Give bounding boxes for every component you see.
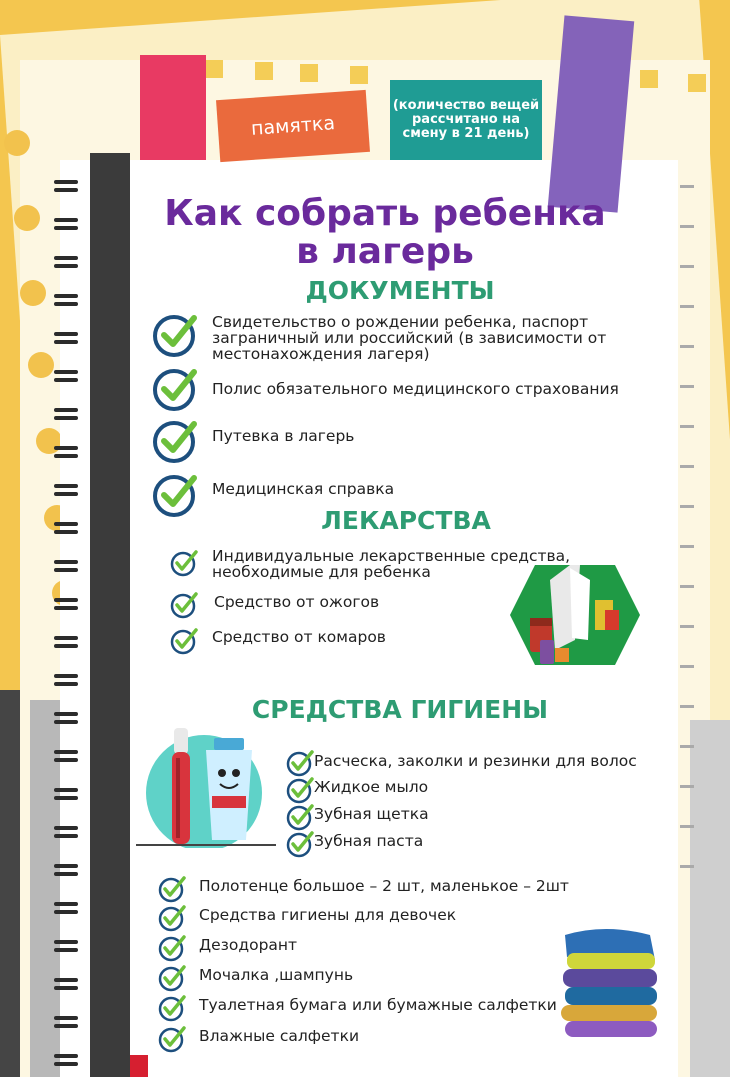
spiral-ring [54, 340, 78, 344]
spiral-ring [54, 720, 78, 724]
decor-square [255, 62, 273, 80]
decor-square [205, 60, 223, 78]
documents-item: Медицинская справка [212, 480, 395, 498]
toothbrush-toothpaste-icon [136, 718, 276, 848]
spiral-ring [680, 505, 694, 508]
check-icon [152, 470, 200, 518]
spiral-ring [680, 305, 694, 308]
spiral-ring [680, 225, 694, 228]
spiral-ring [680, 185, 694, 188]
check-icon [158, 963, 188, 993]
decor-dot [36, 428, 62, 454]
spiral-ring [54, 180, 78, 184]
spiral-ring [680, 345, 694, 348]
spiral-ring [54, 644, 78, 648]
spiral-ring [680, 425, 694, 428]
decor-dot [20, 280, 46, 306]
notebook-spine [90, 153, 130, 1077]
medicines-item: Индивидуальные лекарственные средства, необходимые для ребенка [212, 547, 571, 581]
decor-square [350, 66, 368, 84]
spiral-ring [54, 826, 78, 830]
hygiene-item: Расческа, заколки и резинки для волос [314, 752, 637, 770]
spiral-ring [54, 492, 78, 496]
spiral-ring [54, 636, 78, 640]
other-item: Мочалка ,шампунь [199, 966, 354, 984]
spiral-ring [680, 265, 694, 268]
decor-square [688, 74, 706, 92]
spiral-ring [54, 606, 78, 610]
decor-dot [28, 352, 54, 378]
spiral-ring [54, 682, 78, 686]
spiral-ring [54, 750, 78, 754]
other-item: Дезодорант [199, 936, 298, 954]
towels-stack-icon [555, 925, 665, 1040]
medicines-item: Средство от ожогов [214, 593, 380, 611]
spiral-ring [54, 408, 78, 412]
spiral-ring [54, 416, 78, 420]
background-strip-right [690, 720, 730, 1077]
spiral-ring [54, 484, 78, 488]
spiral-ring [54, 1062, 78, 1066]
decor-dot [4, 130, 30, 156]
spiral-ring [54, 332, 78, 336]
spiral-ring [680, 785, 694, 788]
spiral-ring [54, 1024, 78, 1028]
spiral-ring [680, 585, 694, 588]
spiral-ring [54, 674, 78, 678]
red-corner [130, 1055, 148, 1077]
spiral-ring [54, 834, 78, 838]
medicines-heading: ЛЕКАРСТВА [321, 506, 491, 535]
spiral-ring [54, 758, 78, 762]
check-icon [158, 903, 188, 933]
spiral-ring [680, 545, 694, 548]
spiral-ring [54, 454, 78, 458]
spiral-ring [680, 865, 694, 868]
decor-dot [14, 205, 40, 231]
spiral-ring [680, 745, 694, 748]
check-icon [152, 310, 200, 358]
spiral-ring [54, 264, 78, 268]
spiral-ring [680, 825, 694, 828]
spiral-ring [54, 986, 78, 990]
spiral-ring [680, 665, 694, 668]
spiral-ring [54, 302, 78, 306]
check-icon [286, 802, 316, 832]
check-icon [152, 416, 200, 464]
spiral-ring [54, 872, 78, 876]
spiral-ring [680, 705, 694, 708]
note-tag: (количество вещей рассчитано на смену в 21 день) [390, 80, 542, 160]
spiral-ring [54, 902, 78, 906]
spiral-ring [54, 218, 78, 222]
spiral-ring [54, 978, 78, 982]
spiral-ring [54, 1016, 78, 1020]
spiral-ring [54, 522, 78, 526]
other-item: Средства гигиены для девочек [199, 906, 457, 924]
other-item: Туалетная бумага или бумажные салфетки [199, 996, 557, 1014]
hygiene-item: Зубная паста [314, 832, 424, 850]
spiral-ring [54, 940, 78, 944]
spiral-ring [54, 1054, 78, 1058]
memo-tag: памятка [216, 90, 370, 162]
spiral-ring [54, 796, 78, 800]
documents-item: Путевка в лагерь [212, 427, 355, 445]
spiral-ring [680, 465, 694, 468]
medicine-kit-icon [510, 560, 640, 670]
spiral-ring [54, 712, 78, 716]
hygiene-item: Зубная щетка [314, 805, 429, 823]
spiral-ring [54, 226, 78, 230]
spiral-ring [54, 788, 78, 792]
hygiene-heading: СРЕДСТВА ГИГИЕНЫ [251, 695, 549, 724]
medicines-item: Средство от комаров [212, 628, 386, 646]
spiral-ring [54, 370, 78, 374]
hygiene-item: Жидкое мыло [314, 778, 429, 796]
check-icon [158, 1024, 188, 1054]
check-icon [170, 626, 200, 656]
documents-item: Полис обязательного медицинского страхования [212, 380, 619, 398]
other-item: Полотенце большое – 2 шт, маленькое – 2шт [199, 877, 569, 895]
check-icon [158, 874, 188, 904]
spiral-ring [54, 188, 78, 192]
spiral-ring [54, 864, 78, 868]
documents-item: Свидетельство о рождении ребенка, паспорт заграничный или российский (в зависимости от местонахождения лагеря) [212, 313, 607, 363]
spiral-ring [54, 568, 78, 572]
pink-tab [140, 55, 206, 160]
spiral-ring [54, 530, 78, 534]
spiral-ring [54, 598, 78, 602]
documents-heading: ДОКУМЕНТЫ [305, 276, 495, 305]
other-item: Влажные салфетки [199, 1027, 360, 1045]
check-icon [286, 748, 316, 778]
spiral-ring [54, 948, 78, 952]
check-icon [286, 775, 316, 805]
spiral-ring [54, 560, 78, 564]
check-icon [158, 993, 188, 1023]
check-icon [170, 548, 200, 578]
decor-square [640, 70, 658, 88]
spiral-ring [54, 378, 78, 382]
check-icon [286, 829, 316, 859]
check-icon [170, 590, 200, 620]
spiral-ring [54, 294, 78, 298]
decor-square [300, 64, 318, 82]
page-title: Как собрать ребенка в лагерь [164, 193, 606, 272]
spiral-ring [54, 910, 78, 914]
spiral-ring [680, 385, 694, 388]
check-icon [152, 364, 200, 412]
spiral-ring [54, 256, 78, 260]
spiral-ring [680, 625, 694, 628]
spiral-ring [54, 446, 78, 450]
check-icon [158, 933, 188, 963]
